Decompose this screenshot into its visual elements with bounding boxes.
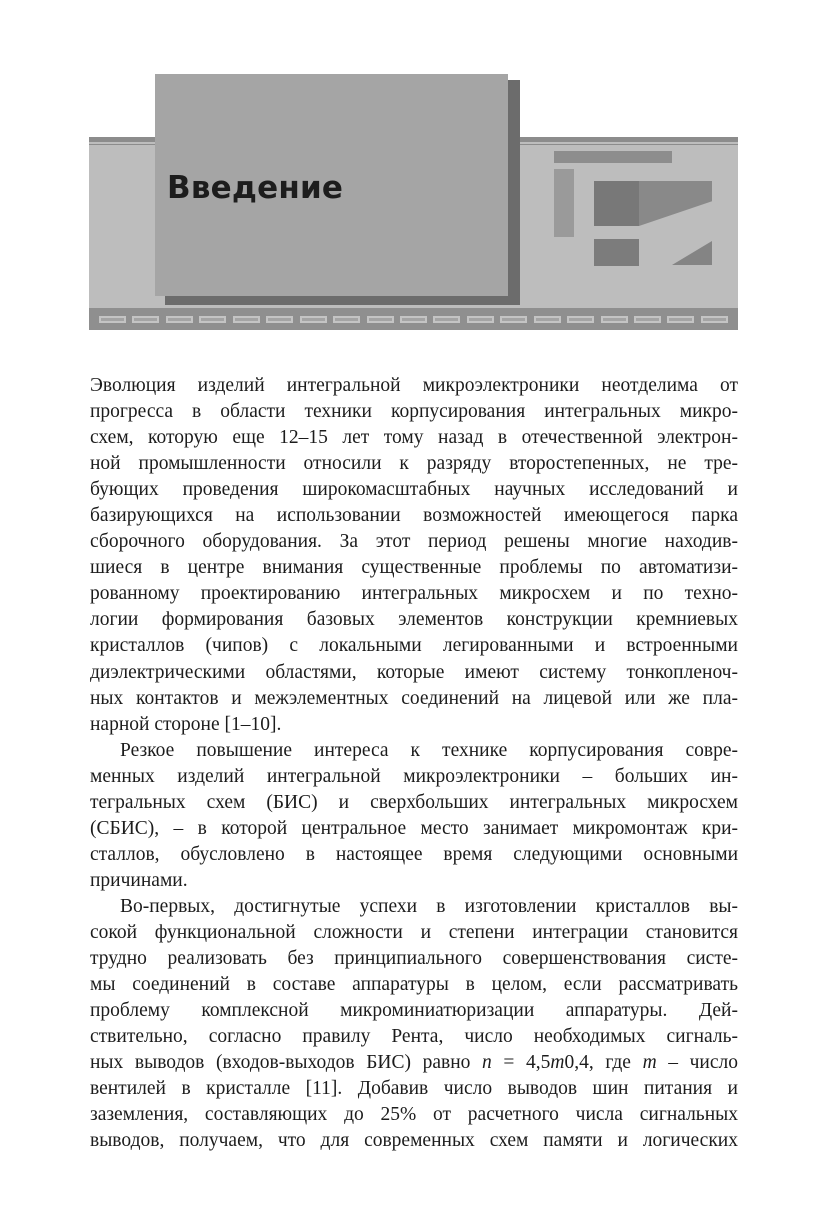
formula-var-m2: m (642, 1052, 657, 1074)
decor-small-square (594, 239, 639, 266)
text-line: ных контактов и межэлементных соединений на лицевой или же пла- (90, 687, 738, 709)
text-line: ной промышленности относили к разряду второстепенных, не тре- (90, 453, 738, 475)
body-text (90, 373, 738, 1154)
formula-text-before: ных выводов (входов-выходов БИС) равно (90, 1052, 483, 1074)
filmstrip-tile (199, 316, 226, 323)
formula-var-n: n (482, 1052, 492, 1074)
filmstrip-tile (701, 316, 728, 323)
text-line: нарной стороне [1–10]. (90, 713, 282, 735)
filmstrip-tile (132, 316, 159, 323)
banner-filmstrip (89, 308, 738, 330)
text-line: заземления, составляющих до 25% от расчетного числа сигнальных (90, 1104, 738, 1126)
text-line: выводов, получаем, что для современных схем памяти и логических (90, 1130, 738, 1152)
filmstrip-tile (400, 316, 427, 323)
text-line: мы соединений в составе аппаратуры в целом, если рассматривать (90, 974, 738, 996)
filmstrip-tile (266, 316, 293, 323)
filmstrip-tile (534, 316, 561, 323)
text-line: шиеся в центре внимания существенные проблемы по автоматизи- (90, 557, 738, 579)
formula-text-after: 0,4, где (564, 1052, 643, 1074)
decor-wedge (639, 181, 712, 226)
decor-dark-square (594, 181, 639, 226)
text-line: Резкое повышение интереса к технике корпусирования совре- (120, 739, 738, 761)
filmstrip-tile (634, 316, 661, 323)
text-line: трудно реализовать без принципиального совершенствования систе- (90, 948, 738, 970)
text-line: рованному проектированию интегральных микросхем и по техно- (90, 583, 738, 605)
paragraph-1 (90, 373, 738, 738)
text-line: сокой функциональной сложности и степени интеграции становится (90, 921, 738, 943)
decor-vertical-bar (554, 169, 574, 237)
text-line: (СБИС), – в которой центральное место занимает микромонтаж кри- (90, 817, 738, 839)
filmstrip-tile (166, 316, 193, 323)
text-line: базирующихся на использовании возможностей имеющегося парка (90, 505, 738, 527)
filmstrip-tile (99, 316, 126, 323)
filmstrip-tile (467, 316, 494, 323)
title-card (155, 74, 508, 296)
paragraph-3 (90, 894, 738, 1154)
text-line: Во-первых, достигнутые успехи в изготовлении кристаллов вы- (120, 895, 738, 917)
formula-line (90, 1050, 738, 1076)
text-line: причинами. (90, 869, 188, 891)
text-line: прогресса в области техники корпусирования интегральных микро- (90, 401, 738, 423)
formula-text-mid: = 4,5 (491, 1052, 551, 1074)
filmstrip-tile (500, 316, 527, 323)
text-line: Эволюция изделий интегральной микроэлектроники неотделима от (90, 375, 738, 396)
text-line: проблему комплексной микроминиатюризации аппаратуры. Дей- (90, 1000, 738, 1022)
filmstrip-tile (233, 316, 260, 323)
text-line: вентилей в кристалле [11]. Добавив число выводов шин питания и (90, 1078, 738, 1100)
text-line: сборочного оборудования. За этот период решены многие находив- (90, 531, 738, 553)
filmstrip-tile (333, 316, 360, 323)
formula-var-m: m (550, 1052, 565, 1074)
filmstrip-tile (601, 316, 628, 323)
formula-text-tail: – число (656, 1052, 738, 1074)
chapter-title: Введение (167, 170, 344, 206)
filmstrip-tile (667, 316, 694, 323)
text-line: бующих проведения широкомасштабных научных исследований и (90, 479, 738, 501)
decor-top-bar (554, 151, 672, 163)
filmstrip-tile (433, 316, 460, 323)
filmstrip-tile (300, 316, 327, 323)
filmstrip-tile (567, 316, 594, 323)
paragraph-2 (90, 738, 738, 894)
text-line: диэлектрическими областями, которые имеют систему тонкопленоч- (90, 661, 738, 683)
text-line: схем, которую еще 12–15 лет тому назад в отечественной электрон- (90, 427, 738, 449)
decor-small-triangle (672, 241, 712, 265)
text-line: тегральных схем (БИС) и сверхбольших интегральных микросхем (90, 791, 738, 813)
text-line: логии формирования базовых элементов конструкции кремниевых (90, 609, 738, 631)
filmstrip-tile (367, 316, 394, 323)
text-line: менных изделий интегральной микроэлектроники – больших ин- (90, 765, 738, 787)
text-line: кристаллов (чипов) с локальными легированными и встроенными (90, 635, 738, 657)
text-line: ствительно, согласно правилу Рента, число необходимых сигналь- (90, 1026, 738, 1048)
text-line: сталлов, обусловлено в настоящее время следующими основными (90, 843, 738, 865)
